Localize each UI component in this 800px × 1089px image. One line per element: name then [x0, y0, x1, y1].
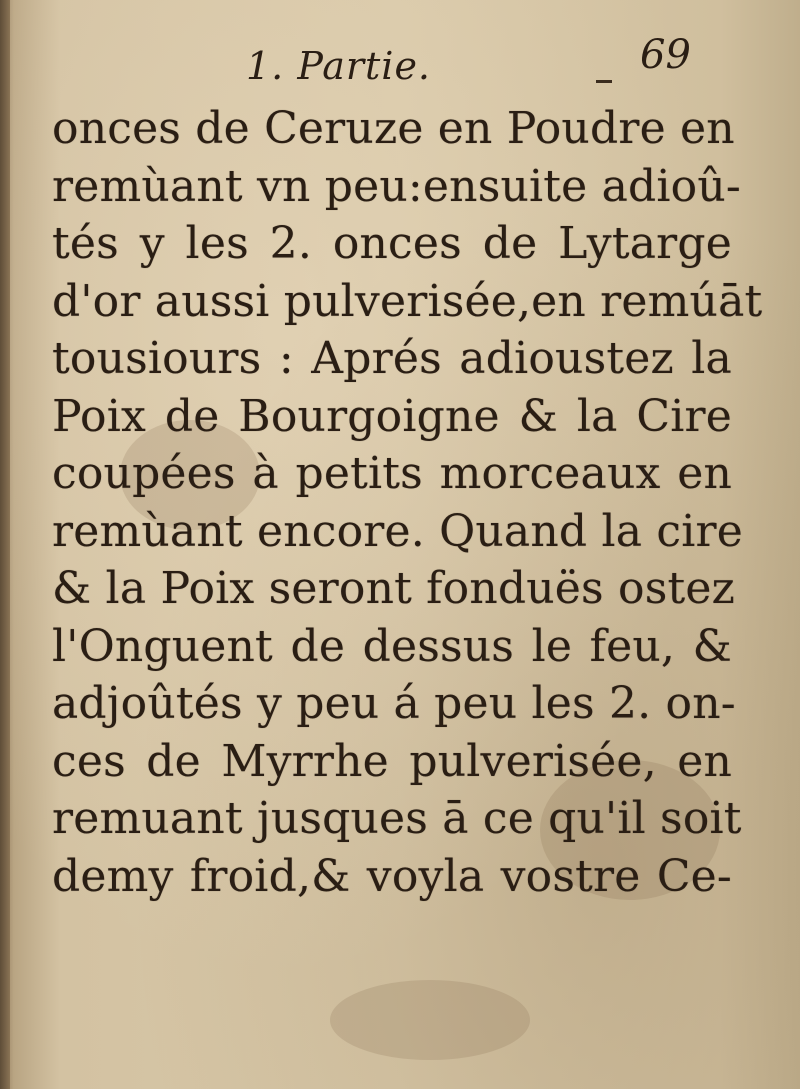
text-line: d'or aussi pulverisée,en remúāt [52, 275, 763, 327]
text-line: tés y les 2. onces de Lytarge [52, 218, 732, 269]
text-line: adjoûtés y peu á peu les 2. on- [52, 678, 736, 729]
text-line: coupées à petits morceaux en [52, 448, 732, 499]
text-line: ces de Myrrhe pulverisée, en [52, 735, 732, 787]
text-line: Poix de Bourgoigne & la Cire [52, 390, 732, 442]
page-header [0, 28, 800, 108]
running-title: 1. Partie. [246, 44, 432, 88]
text-line: remùant encore. Quand la cire [52, 505, 743, 557]
text-line: tousiours : Aprés adioustez la [52, 333, 732, 384]
text-line: demy froid,& voyla vostre Ce- [52, 850, 732, 902]
text-line: & la Poix seront fonduës ostez [52, 563, 735, 614]
text-line: remùant vn peu:ensuite adioû- [52, 160, 741, 212]
body-text [52, 100, 763, 905]
ink-dash [596, 80, 612, 83]
text-line: remuant jusques ā ce qu'il soit [52, 793, 742, 844]
text-line: l'Onguent de dessus le feu, & [52, 620, 732, 672]
paper-stain [330, 980, 530, 1060]
book-gutter [0, 0, 10, 1089]
page-number: 69 [640, 32, 691, 78]
text-line: onces de Ceruze en Poudre en [52, 103, 735, 154]
